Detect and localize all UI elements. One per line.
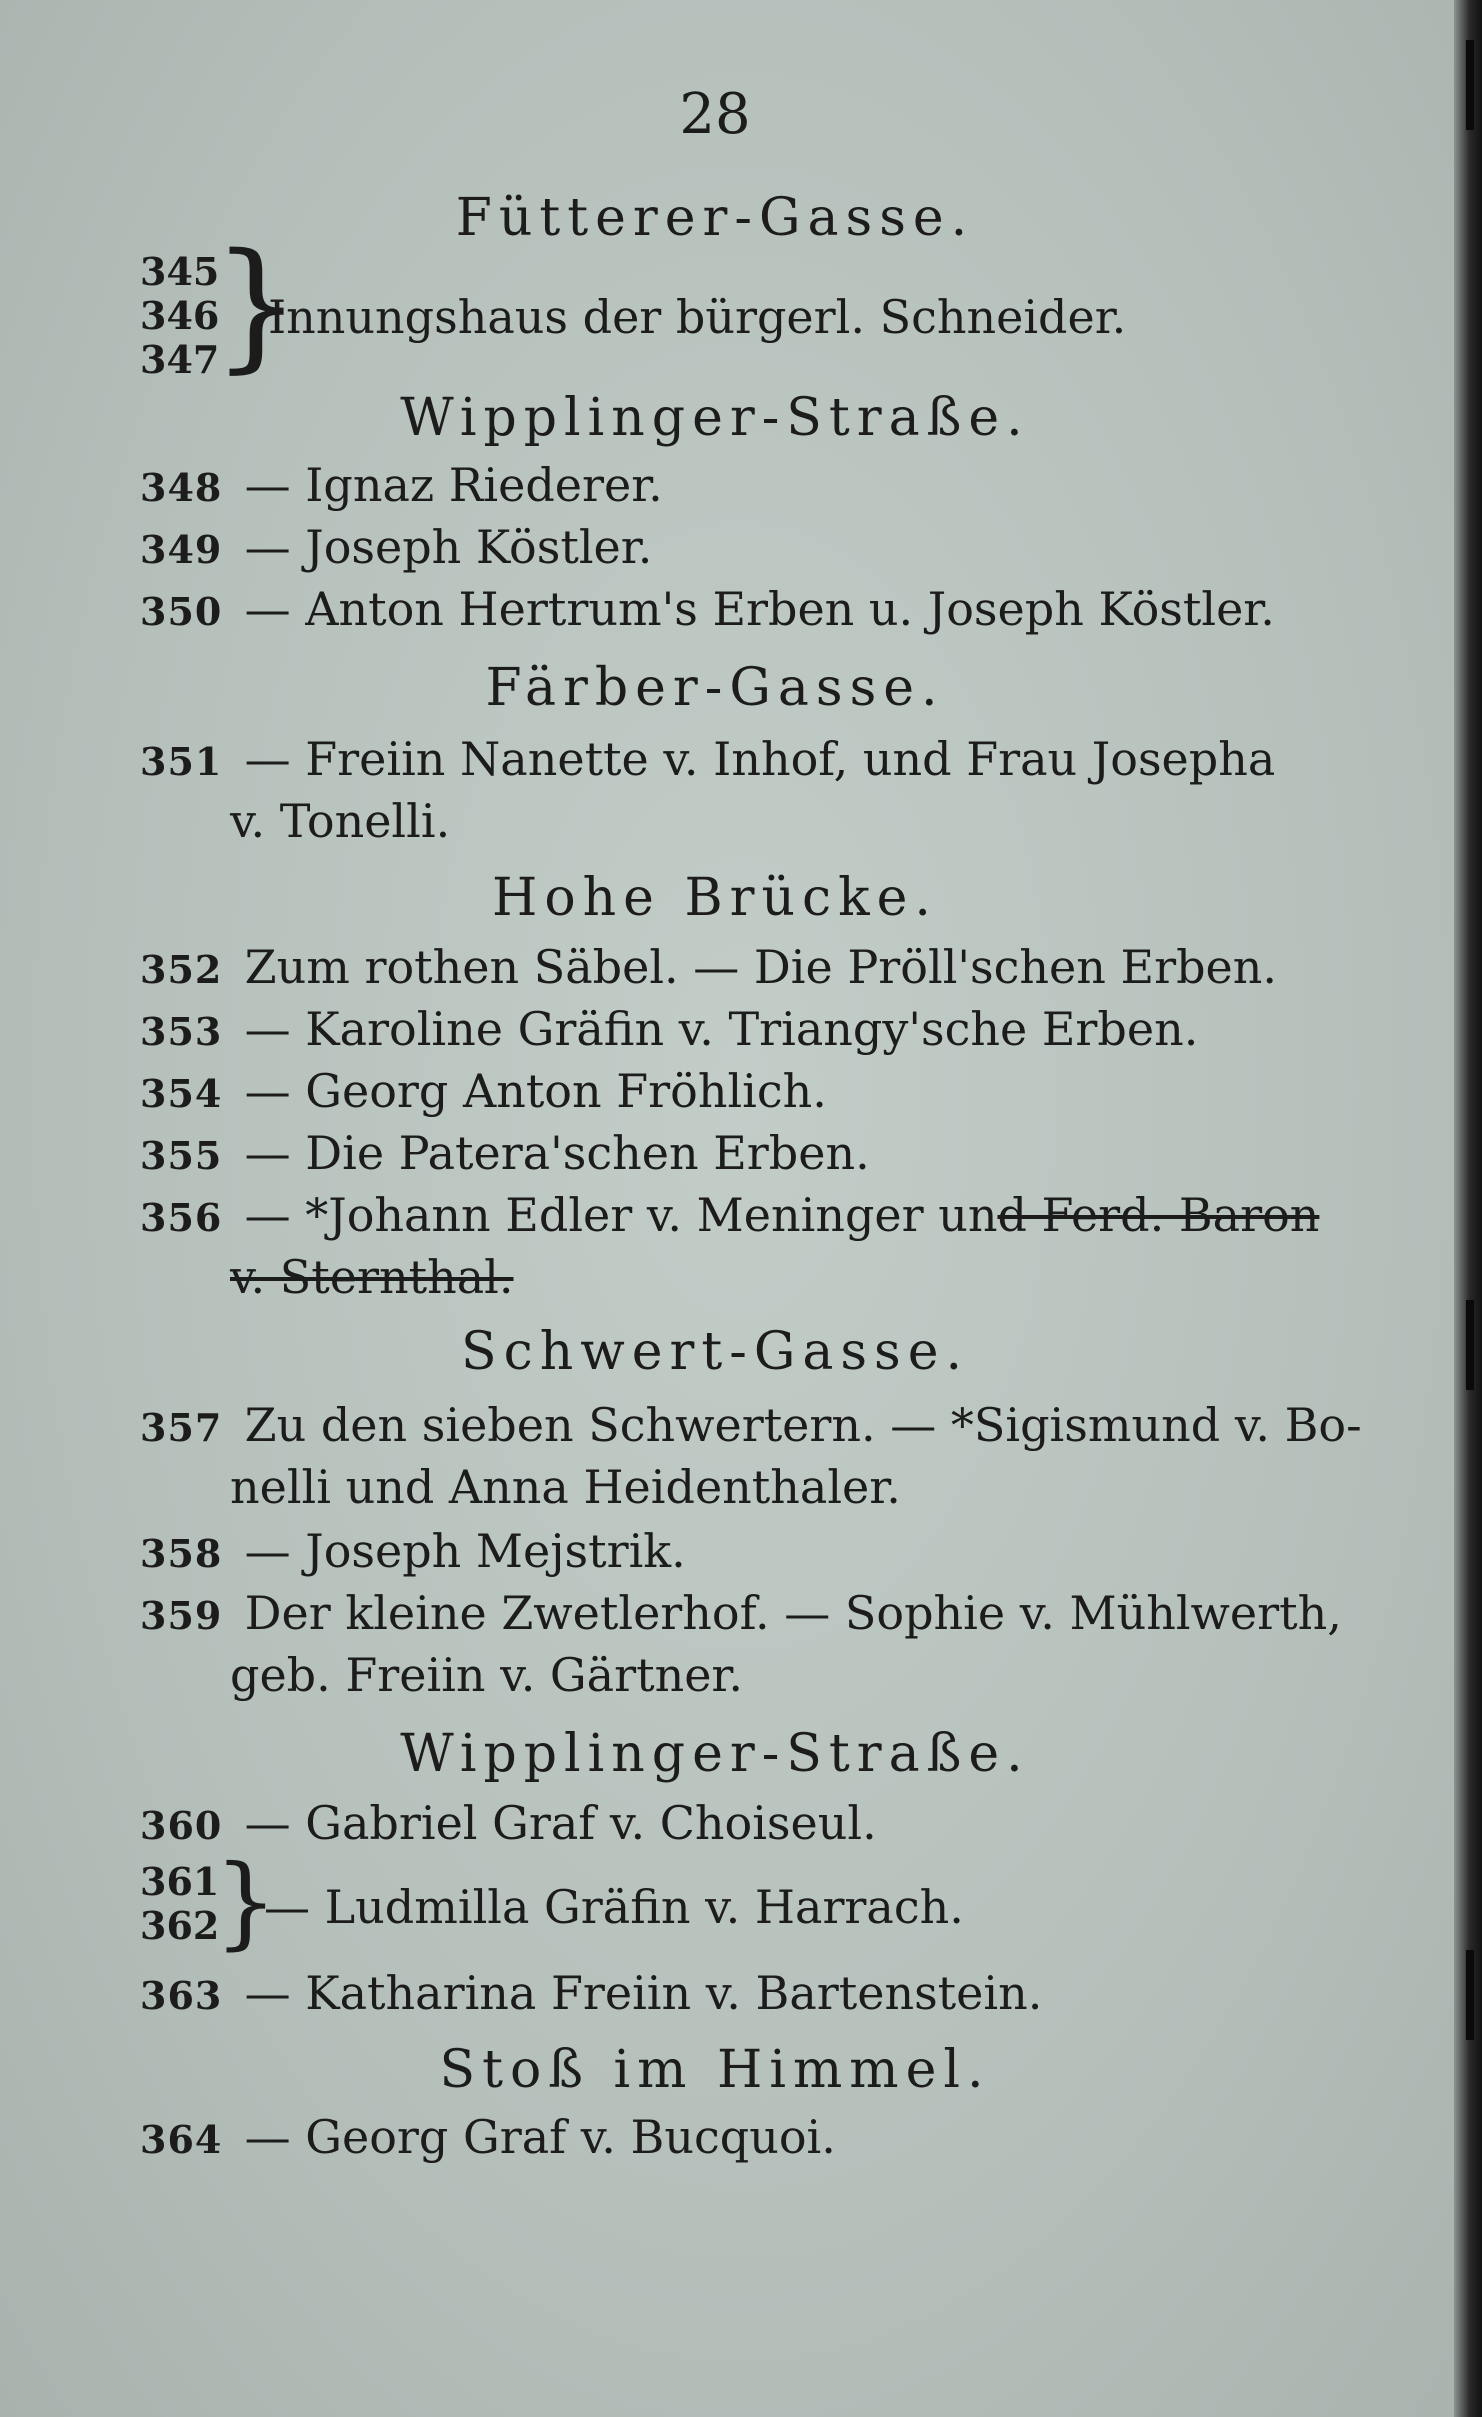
page-number: 28 [679,82,751,147]
entry-357 [140,1398,1362,1452]
house-number: 364 [140,2117,223,2162]
entry-359-continuation: geb. Freiin v. Gärtner. [230,1648,743,1702]
house-number: 362 [140,1903,220,1948]
entry-348 [140,458,663,512]
entry-text: — Joseph Mejstrik. [244,1524,686,1578]
house-number: 346 [140,293,220,338]
house-number: 350 [140,589,223,634]
entry-text: — Georg Anton Fröhlich. [244,1064,827,1118]
section-heading-wipplinger-strasse-2: Wipplinger-Straße. [400,1724,1030,1784]
book-spine-edge [1454,0,1482,2417]
house-number: 349 [140,527,223,572]
entry-359 [140,1586,1342,1640]
house-number: 359 [140,1593,223,1638]
house-number: 347 [140,337,220,382]
entry-text-361-362: — Ludmilla Gräfin v. Harrach. [264,1880,964,1934]
entry-text: — Karoline Gräfin v. Triangy'sche Erben. [244,1002,1199,1056]
section-heading-futterer-gasse: Fütterer-Gasse. [455,188,975,248]
entry-349 [140,520,652,574]
entry-356 [140,1188,1319,1242]
entry-text: — Ignaz Riederer. [244,458,663,512]
house-number-group-361-362 [140,1860,219,1948]
entry-352 [140,940,1277,994]
grouping-brace: } [214,1843,278,1960]
grouping-brace: } [212,224,302,387]
section-heading-farber-gasse: Färber-Gasse. [485,658,945,718]
entry-text: — Gabriel Graf v. Choiseul. [244,1796,877,1850]
house-number: 348 [140,465,223,510]
entry-text: — Die Patera'schen Erben. [244,1126,870,1180]
struck-through-text: d Ferd. Baron [997,1188,1320,1242]
entry-358 [140,1524,686,1578]
entry-text: Zum rothen Säbel. — Die Pröll'schen Erben. [244,940,1277,994]
section-heading-stoss-im-himmel: Stoß im Himmel. [439,2040,991,2100]
house-number: 360 [140,1803,223,1848]
spine-mark [1466,1300,1474,1390]
entry-text: — Katharina Freiin v. Bartenstein. [244,1966,1043,2020]
house-number: 351 [140,739,223,784]
house-number: 354 [140,1071,223,1116]
house-number: 355 [140,1133,223,1178]
entry-357-continuation: nelli und Anna Heidenthaler. [230,1460,901,1514]
entry-350 [140,582,1275,636]
house-number: 353 [140,1009,223,1054]
entry-364 [140,2110,836,2164]
section-heading-wipplinger-strasse: Wipplinger-Straße. [400,388,1030,448]
section-heading-hohe-brucke: Hohe Brücke. [492,868,938,928]
entry-354 [140,1064,827,1118]
house-number-group-345-347 [140,250,219,382]
house-number: 358 [140,1531,223,1576]
entry-355 [140,1126,870,1180]
entry-363 [140,1966,1042,2020]
spine-mark [1466,1950,1474,2040]
entry-text: — *Johann Edler v. Meninger un [244,1188,998,1242]
entry-text: — Anton Hertrum's Erben u. Joseph Köstler. [244,582,1275,636]
entry-356-continuation-struck: v. Sternthal. [230,1250,514,1304]
house-number: 357 [140,1405,223,1450]
entry-351 [140,732,1275,786]
entry-text: — Joseph Köstler. [244,520,653,574]
entry-351-continuation: v. Tonelli. [230,794,451,848]
entry-text: Der kleine Zwetlerhof. — Sophie v. Mühlwerth, [244,1586,1342,1640]
entry-text: — Freiin Nanette v. Inhof, und Frau Josepha [244,732,1276,786]
house-number: 352 [140,947,223,992]
spine-mark [1466,40,1474,130]
house-number: 356 [140,1195,223,1240]
entry-text: Zu den sieben Schwertern. — *Sigismund v. Bo- [244,1398,1362,1452]
entry-text-345-347: Innungshaus der bürgerl. Schneider. [268,290,1127,344]
house-number: 345 [140,249,220,294]
house-number: 363 [140,1973,223,2018]
section-heading-schwert-gasse: Schwert-Gasse. [460,1322,970,1382]
entry-360 [140,1796,877,1850]
entry-353 [140,1002,1198,1056]
house-number: 361 [140,1859,220,1904]
entry-text: — Georg Graf v. Bucquoi. [244,2110,836,2164]
